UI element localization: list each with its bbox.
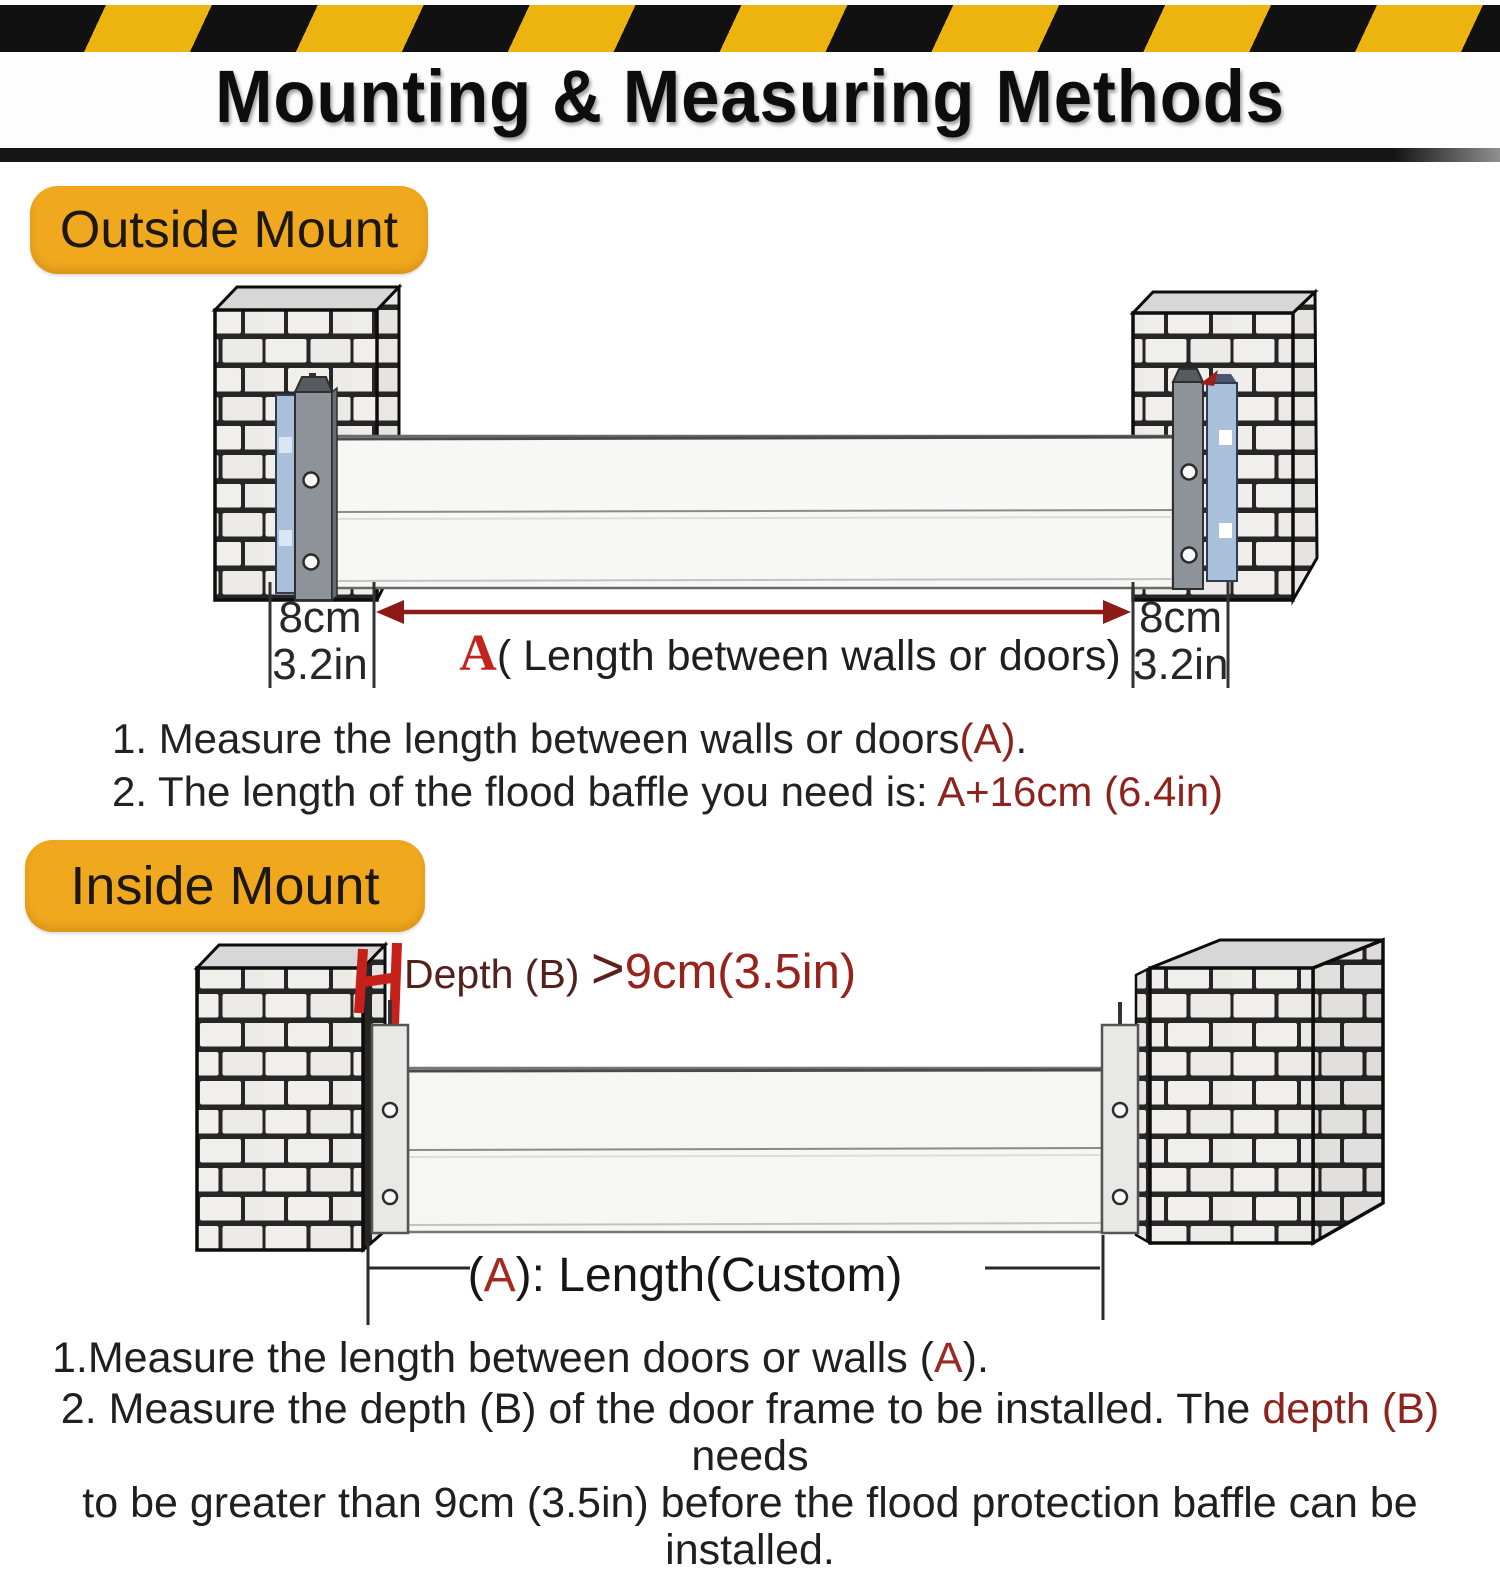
inside-step-2 (30, 1386, 1470, 1574)
outside-step-2: 2. The length of the flood baffle you need is: A+16cm (6.4in) (112, 768, 1224, 815)
outside-mount-steps (112, 712, 1223, 818)
depth-b-text: Depth (B) (404, 951, 591, 997)
inside-left-bracket (372, 1000, 408, 1233)
right-gap-cm: 8cm (1138, 593, 1223, 642)
left-gap-inch: 3.2in (272, 640, 368, 689)
left-blue-channel (276, 395, 295, 593)
length-custom-label: (A): Length(Custom) (467, 1249, 903, 1302)
right-mount-bracket (1173, 369, 1203, 589)
length-a-text: ( Length between walls or doors) (496, 632, 1121, 680)
length-a-label (430, 624, 1150, 683)
right-blue-channel (1207, 374, 1237, 581)
dimension-arrow (376, 600, 1131, 624)
header-divider-bar (0, 148, 1500, 162)
outside-mount-badge: Outside Mount (30, 186, 428, 274)
left-gap-dimension (266, 594, 374, 688)
depth-b-value: 9cm(3.5in) (624, 945, 857, 999)
flood-barrier (335, 436, 1173, 588)
left-mount-bracket (295, 373, 337, 600)
greater-than-sign: > (590, 936, 625, 1001)
right-gap-inch: 3.2in (1133, 640, 1229, 689)
length-a-letter: A (459, 625, 497, 682)
inside-mount-badge: Inside Mount (25, 840, 425, 932)
inside-flood-barrier (408, 1068, 1102, 1232)
depth-b-label (404, 938, 856, 1015)
caution-tape-banner (0, 5, 1500, 52)
inside-step-2-line-1: 2. Measure the depth (B) of the door frame to be installed. The depth (B) needs (60, 1385, 1440, 1480)
inside-step-2-line-2: to be greater than 9cm (3.5in) before the flood protection baffle can be installed. (82, 1479, 1418, 1574)
page-title: Mounting & Measuring Methods (215, 55, 1285, 138)
left-gap-cm: 8cm (278, 593, 362, 642)
inside-right-pillar (1136, 940, 1383, 1243)
outside-step-1: 1. Measure the length between walls or doors(A). (112, 715, 1028, 762)
inside-right-bracket (1102, 1002, 1138, 1233)
length-a-letter-inside: A (483, 1249, 516, 1302)
inside-step-1: 1.Measure the length between doors or walls (A). (52, 1334, 989, 1382)
